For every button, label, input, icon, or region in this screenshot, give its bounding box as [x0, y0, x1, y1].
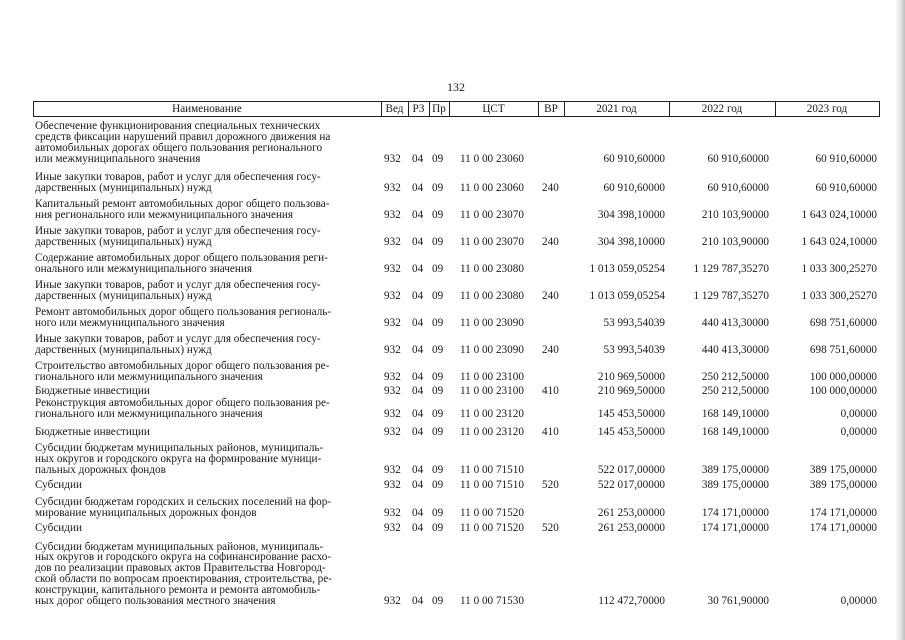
amount-2021: 304 398,10000 [597, 209, 665, 221]
cst-cell: 11 0 00 23070 [460, 236, 524, 248]
amount-2021: 210 969,50000 [597, 371, 665, 383]
row-name-line: ных округов и городского округа на софинансирование расхо- [35, 551, 332, 564]
rz-cell: 04 [412, 209, 424, 221]
pr-cell: 09 [432, 408, 444, 420]
table-row [0, 172, 905, 194]
amount-2022: 250 212,50000 [701, 385, 769, 397]
row-name-line: дарственных (муниципальных) нужд [35, 290, 212, 303]
pr-cell: 09 [432, 236, 444, 248]
pr-cell: 09 [432, 522, 444, 534]
row-name-line: ного или межмуниципального значения [35, 317, 225, 330]
cst-cell: 11 0 00 23100 [460, 371, 524, 383]
amount-2021: 1 013 059,05254 [589, 290, 665, 302]
row-name [35, 199, 380, 221]
cst-cell: 11 0 00 23080 [460, 290, 524, 302]
amount-2022: 60 910,60000 [707, 182, 769, 194]
amount-2022: 210 103,90000 [701, 236, 769, 248]
row-name-line: ных округов и городского округа на формирование муници- [35, 453, 322, 466]
amount-2021: 261 253,00000 [597, 507, 665, 519]
col-rule [879, 101, 880, 116]
row-name [35, 307, 380, 329]
row-name-line: Ремонт автомобильных дорог общего пользования региональ- [35, 306, 332, 319]
cst-cell: 11 0 00 71530 [460, 595, 524, 607]
row-name [35, 386, 380, 397]
cst-cell: 11 0 00 23090 [460, 344, 524, 356]
rz-cell: 04 [412, 408, 424, 420]
row-name-line: дарственных (муниципальных) нужд [35, 236, 212, 249]
rz-cell: 04 [412, 153, 424, 165]
cst-cell: 11 0 00 23090 [460, 317, 524, 329]
cst-cell: 11 0 00 23060 [460, 182, 524, 194]
vr-cell: 240 [542, 182, 559, 194]
amount-2023: 174 171,00000 [809, 507, 877, 519]
amount-2022: 168 149,10000 [701, 426, 769, 438]
vr-cell: 520 [542, 479, 559, 491]
table-row [0, 226, 905, 248]
pr-cell: 09 [432, 479, 444, 491]
pr-cell: 09 [432, 263, 444, 275]
row-name-line: Субсидии бюджетам городских и сельских поселений на фор- [35, 496, 332, 509]
ved-cell: 932 [384, 290, 401, 302]
table-row [0, 199, 905, 221]
cst-cell: 11 0 00 23100 [460, 385, 524, 397]
ved-cell: 932 [384, 507, 401, 519]
row-name-line: Иные закупки товаров, работ и услуг для обеспечения госу- [35, 225, 321, 238]
amount-2023: 60 910,60000 [815, 153, 877, 165]
amount-2021: 112 472,70000 [598, 595, 665, 607]
ved-cell: 932 [384, 595, 401, 607]
row-name [35, 334, 380, 356]
header-name: Наименование [172, 103, 242, 115]
header-2022: 2022 год [701, 103, 743, 115]
amount-2023: 100 000,00000 [809, 371, 877, 383]
amount-2022: 210 103,90000 [701, 209, 769, 221]
rz-cell: 04 [412, 182, 424, 194]
amount-2021: 145 453,50000 [597, 408, 665, 420]
vr-cell: 240 [542, 344, 559, 356]
pr-cell: 09 [432, 464, 444, 476]
rz-cell: 04 [412, 426, 424, 438]
ved-cell: 932 [384, 522, 401, 534]
table-row [0, 480, 905, 491]
cst-cell: 11 0 00 23080 [460, 263, 524, 275]
amount-2023: 698 751,60000 [809, 317, 877, 329]
ved-cell: 932 [384, 263, 401, 275]
amount-2021: 261 253,00000 [597, 522, 665, 534]
table-row [0, 523, 905, 534]
row-name-line: ской области по вопросам проектирования, строительства, ре- [35, 573, 332, 586]
cst-cell: 11 0 00 23120 [460, 408, 524, 420]
rz-cell: 04 [412, 507, 424, 519]
table-row [0, 398, 905, 420]
row-name-line: конструкции, капитального ремонта и ремонта автомобиль- [35, 584, 321, 597]
row-name-line: Иные закупки товаров, работ и услуг для обеспечения госу- [35, 279, 321, 292]
row-name-line: дарственных (муниципальных) нужд [35, 344, 212, 357]
amount-2021: 53 993,54039 [603, 317, 665, 329]
pr-cell: 09 [432, 182, 444, 194]
table-row [0, 386, 905, 397]
amount-2021: 53 993,54039 [603, 344, 665, 356]
amount-2022: 389 175,00000 [701, 479, 769, 491]
pr-cell: 09 [432, 317, 444, 329]
row-name-line: ных дорог общего пользования местного значения [35, 595, 276, 608]
row-name-line: Содержание автомобильных дорог общего пользования реги- [35, 252, 328, 265]
row-name-line: средств фиксации нарушений правил дорожного движения на [35, 131, 331, 144]
ved-cell: 932 [384, 209, 401, 221]
row-name-line: гионального или межмуниципального значения [35, 371, 263, 384]
amount-2023: 0,00000 [840, 595, 877, 607]
cst-cell: 11 0 00 71520 [460, 522, 524, 534]
ved-cell: 932 [384, 385, 401, 397]
row-name-line: автомобильных дорогах общего пользования регионального [35, 142, 323, 155]
row-name-line: или межмуниципального значения [35, 153, 201, 166]
pr-cell: 09 [432, 595, 444, 607]
table-row [0, 443, 905, 476]
header-bottom-rule [33, 116, 880, 117]
row-name-line: Субсидии бюджетам муниципальных районов, муниципаль- [35, 540, 324, 553]
row-name-line: пальных дорожных фондов [35, 464, 166, 477]
ved-cell: 932 [384, 426, 401, 438]
rz-cell: 04 [412, 317, 424, 329]
rz-cell: 04 [412, 479, 424, 491]
cst-cell: 11 0 00 23060 [460, 153, 524, 165]
rz-cell: 04 [412, 344, 424, 356]
header-2023: 2023 год [806, 103, 848, 115]
ved-cell: 932 [384, 408, 401, 420]
table-row [0, 121, 905, 165]
table-row [0, 541, 905, 607]
amount-2021: 210 969,50000 [597, 385, 665, 397]
amount-2021: 60 910,60000 [603, 182, 665, 194]
amount-2022: 60 910,60000 [707, 153, 769, 165]
row-name [35, 172, 380, 194]
vr-cell: 240 [542, 236, 559, 248]
header-ved: Вед [385, 103, 404, 115]
ved-cell: 932 [384, 371, 401, 383]
row-name [35, 427, 380, 438]
amount-2023: 0,00000 [840, 408, 877, 420]
rz-cell: 04 [412, 464, 424, 476]
row-name-line: Бюджетные инвестиции [35, 426, 150, 439]
vr-cell: 410 [542, 426, 559, 438]
rz-cell: 04 [412, 263, 424, 275]
table-row [0, 361, 905, 383]
ved-cell: 932 [384, 153, 401, 165]
rz-cell: 04 [412, 371, 424, 383]
amount-2022: 440 413,30000 [701, 344, 769, 356]
row-name-line: дов по реализации правовых актов Правительства Новгород- [35, 562, 326, 575]
amount-2023: 389 175,00000 [809, 479, 877, 491]
ved-cell: 932 [384, 182, 401, 194]
row-name [35, 121, 380, 165]
amount-2022: 440 413,30000 [701, 317, 769, 329]
pr-cell: 09 [432, 153, 444, 165]
row-name [35, 443, 380, 476]
amount-2023: 1 643 024,10000 [801, 236, 877, 248]
amount-2023: 1 033 300,25270 [801, 290, 877, 302]
rz-cell: 04 [412, 595, 424, 607]
cst-cell: 11 0 00 71520 [460, 507, 524, 519]
ved-cell: 932 [384, 236, 401, 248]
ved-cell: 932 [384, 317, 401, 329]
amount-2023: 0,00000 [840, 426, 877, 438]
row-name [35, 480, 380, 491]
row-name-line: дарственных (муниципальных) нужд [35, 182, 212, 195]
amount-2023: 60 910,60000 [815, 182, 877, 194]
row-name [35, 226, 380, 248]
pr-cell: 09 [432, 385, 444, 397]
table-row [0, 280, 905, 302]
table-row [0, 253, 905, 275]
amount-2022: 250 212,50000 [701, 371, 769, 383]
amount-2022: 168 149,10000 [701, 408, 769, 420]
amount-2021: 60 910,60000 [603, 153, 665, 165]
row-name-line: ния регионального или межмуниципального значения [35, 209, 294, 222]
row-name [35, 253, 380, 275]
row-name-line: Субсидии [35, 479, 82, 492]
ved-cell: 932 [384, 479, 401, 491]
rz-cell: 04 [412, 385, 424, 397]
cst-cell: 11 0 00 23070 [460, 209, 524, 221]
header-vr: ВР [544, 103, 558, 115]
cst-cell: 11 0 00 71510 [460, 464, 524, 476]
amount-2021: 304 398,10000 [597, 236, 665, 248]
vr-cell: 410 [542, 385, 559, 397]
row-name-line: Иные закупки товаров, работ и услуг для обеспечения госу- [35, 333, 321, 346]
amount-2021: 145 453,50000 [597, 426, 665, 438]
row-name-line: Субсидии [35, 522, 82, 535]
row-name-line: Субсидии бюджетам муниципальных районов, муниципаль- [35, 442, 324, 455]
row-name-line: гионального или межмуниципального значения [35, 408, 263, 421]
cst-cell: 11 0 00 71510 [460, 479, 524, 491]
row-name-line: Капитальный ремонт автомобильных дорог общего пользова- [35, 198, 330, 211]
header-cst: ЦСТ [482, 103, 505, 115]
vr-cell: 240 [542, 290, 559, 302]
amount-2023: 1 033 300,25270 [801, 263, 877, 275]
rz-cell: 04 [412, 290, 424, 302]
amount-2022: 1 129 787,35270 [693, 290, 769, 302]
header-pr: Пр [432, 103, 446, 115]
pr-cell: 09 [432, 344, 444, 356]
amount-2022: 30 761,90000 [707, 595, 769, 607]
amount-2023: 389 175,00000 [809, 464, 877, 476]
pr-cell: 09 [432, 507, 444, 519]
row-name-line: Строительство автомобильных дорог общего пользования ре- [35, 360, 330, 373]
amount-2023: 698 751,60000 [809, 344, 877, 356]
row-name [35, 398, 380, 420]
ved-cell: 932 [384, 464, 401, 476]
amount-2021: 1 013 059,05254 [589, 263, 665, 275]
amount-2023: 100 000,00000 [809, 385, 877, 397]
row-name [35, 361, 380, 383]
rz-cell: 04 [412, 236, 424, 248]
amount-2022: 174 171,00000 [701, 507, 769, 519]
amount-2023: 1 643 024,10000 [801, 209, 877, 221]
page-number: 132 [447, 80, 465, 94]
amount-2022: 389 175,00000 [701, 464, 769, 476]
header-rz: РЗ [412, 103, 425, 115]
table-row [0, 307, 905, 329]
row-name-line: Обеспечение функционирования специальных технических [35, 120, 321, 133]
row-name-line: онального или межмуниципального значения [35, 263, 253, 276]
table-row [0, 427, 905, 438]
rz-cell: 04 [412, 522, 424, 534]
row-name [35, 542, 380, 607]
header-2021: 2021 год [596, 103, 637, 115]
pr-cell: 09 [432, 371, 444, 383]
table-row [0, 334, 905, 356]
ved-cell: 932 [384, 344, 401, 356]
amount-2021: 522 017,00000 [597, 464, 665, 476]
row-name [35, 280, 380, 302]
vr-cell: 520 [542, 522, 559, 534]
pr-cell: 09 [432, 209, 444, 221]
cst-cell: 11 0 00 23120 [460, 426, 524, 438]
row-name [35, 497, 380, 519]
amount-2022: 1 129 787,35270 [693, 263, 769, 275]
pr-cell: 09 [432, 290, 444, 302]
row-name-line: Реконструкция автомобильных дорог общего пользования ре- [35, 397, 330, 410]
row-name-line: Иные закупки товаров, работ и услуг для обеспечения госу- [35, 171, 321, 184]
table-row [0, 497, 905, 519]
amount-2021: 522 017,00000 [597, 479, 665, 491]
row-name [35, 523, 380, 534]
row-name-line: мирование муниципальных дорожных фондов [35, 507, 257, 520]
amount-2022: 174 171,00000 [701, 522, 769, 534]
amount-2023: 174 171,00000 [809, 522, 877, 534]
row-name-line: Бюджетные инвестиции [35, 385, 150, 398]
pr-cell: 09 [432, 426, 444, 438]
